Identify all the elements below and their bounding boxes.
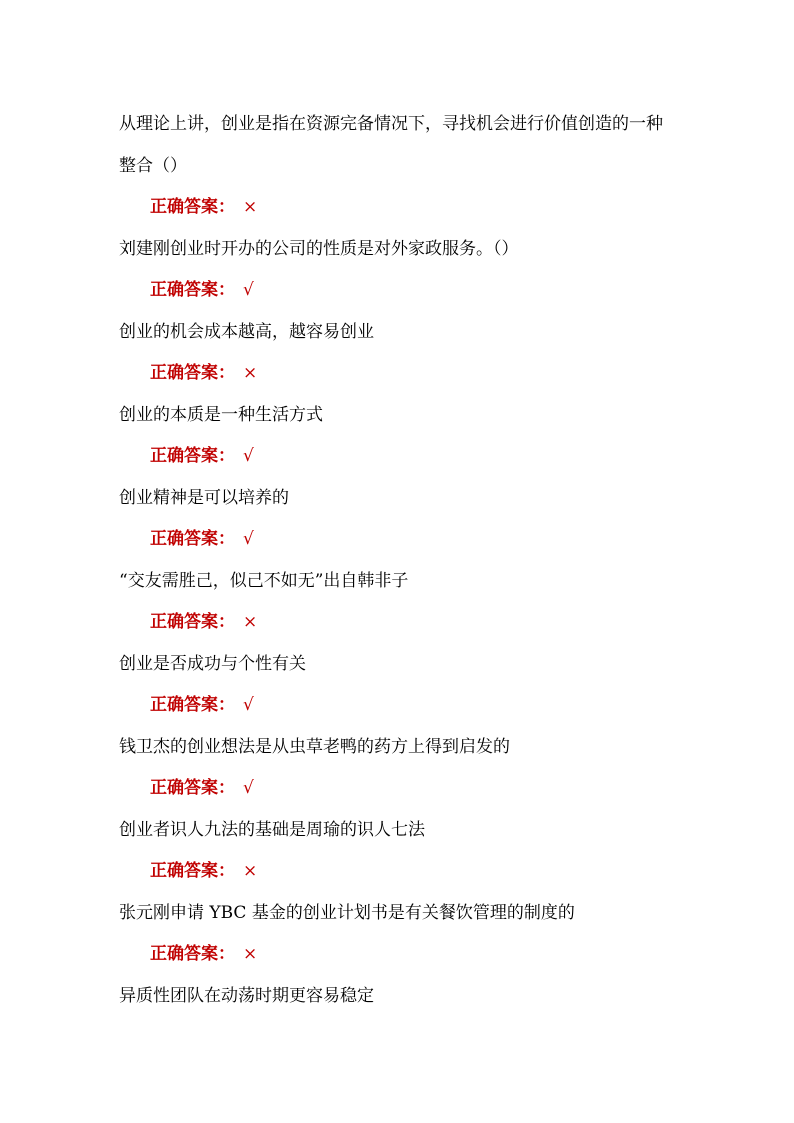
answer-line — [150, 187, 679, 229]
answer-label: 正确答案： — [150, 861, 235, 881]
answer-line — [150, 602, 679, 644]
answer-line — [150, 353, 679, 395]
question-text: 钱卫杰的创业想法是从虫草老鸭的药方上得到启发的 — [119, 736, 510, 757]
answer-line — [150, 768, 679, 810]
answer-line — [150, 436, 679, 478]
answer-line — [150, 934, 679, 976]
answer-mark: √ — [243, 446, 254, 466]
answer-mark: √ — [243, 529, 254, 549]
question-text: 创业的本质是一种生活方式 — [119, 404, 323, 425]
question-text: 创业者识人九法的基础是周瑜的识人七法 — [119, 819, 425, 840]
answer-label: 正确答案： — [150, 280, 235, 300]
answer-line — [150, 270, 679, 312]
answer-line — [150, 519, 679, 561]
answer-mark: × — [243, 612, 258, 632]
question-text: 张元刚申请 YBC 基金的创业计划书是有关餐饮管理的制度的 — [119, 902, 575, 923]
final-question-text: 异质性团队在动荡时期更容易稳定 — [119, 985, 374, 1006]
question-text: 从理论上讲，创业是指在资源完备情况下，寻找机会进行价值创造的一种整合（） — [119, 114, 663, 176]
question-text: “交友需胜己，似己不如无”出自韩非子 — [119, 570, 409, 591]
answer-label: 正确答案： — [150, 695, 235, 715]
answer-mark: √ — [243, 280, 254, 300]
answer-mark: √ — [243, 695, 254, 715]
question-list — [119, 104, 679, 1017]
answer-label: 正确答案： — [150, 778, 235, 798]
answer-mark: √ — [243, 778, 254, 798]
answer-line — [150, 851, 679, 893]
answer-mark: × — [243, 363, 258, 383]
question-text: 创业精神是可以培养的 — [119, 487, 289, 508]
answer-mark: × — [243, 861, 258, 881]
answer-line — [150, 685, 679, 727]
answer-label: 正确答案： — [150, 446, 235, 466]
answer-label: 正确答案： — [150, 944, 235, 964]
answer-label: 正确答案： — [150, 197, 235, 217]
answer-label: 正确答案： — [150, 612, 235, 632]
question-text: 创业是否成功与个性有关 — [119, 653, 306, 674]
answer-label: 正确答案： — [150, 529, 235, 549]
answer-label: 正确答案： — [150, 363, 235, 383]
answer-mark: × — [243, 197, 258, 217]
question-text: 刘建刚创业时开办的公司的性质是对外家政服务。（） — [119, 238, 519, 259]
answer-mark: × — [243, 944, 258, 964]
question-text: 创业的机会成本越高，越容易创业 — [119, 321, 374, 342]
